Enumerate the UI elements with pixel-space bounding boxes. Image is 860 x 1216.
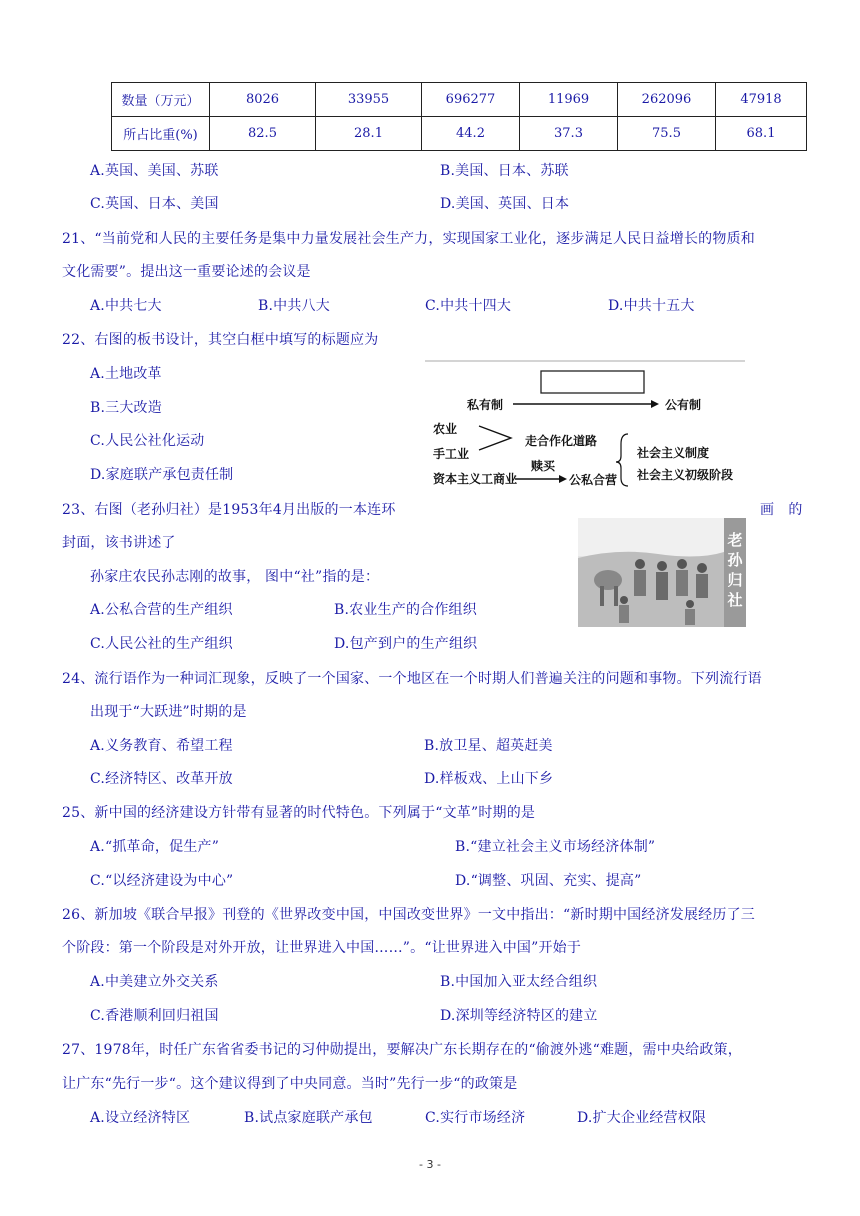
q22-option-d: D.家庭联产承包责任制 xyxy=(90,467,234,483)
q23-option-b: B.农业生产的合作组织 xyxy=(334,602,477,618)
table-cell: 696277 xyxy=(422,83,520,117)
table-cell: 11969 xyxy=(520,83,618,117)
q21-stem-line1: 21、“当前党和人民的主要任务是集中力量发展社会生产力，实现国家工业化，逐步满足人民日益增长的物质和 xyxy=(62,231,755,247)
q25-option-d: D.“调整、巩固、充实、提高” xyxy=(455,873,642,889)
table-row xyxy=(112,117,807,151)
q25-option-c: C.“以经济建设为中心” xyxy=(90,873,234,889)
q22-option-b: B.三大改造 xyxy=(90,400,162,416)
q26-option-b: B.中国加入亚太经合组织 xyxy=(440,974,598,990)
diagram-stage: 社会主义初级阶段 xyxy=(637,468,734,482)
diagram-joint: 公私合营 xyxy=(569,473,618,487)
q21-option-d: D.中共十五大 xyxy=(608,298,695,314)
q23-option-c: C.人民公社的生产组织 xyxy=(90,636,233,652)
blackboard-diagram xyxy=(425,358,745,492)
q26-option-a: A.中美建立外交关系 xyxy=(90,974,219,990)
q27-option-d: D.扩大企业经营权限 xyxy=(577,1110,707,1126)
q23-stem-line3: 孙家庄农民孙志刚的故事， 图中“社”指的是： xyxy=(90,569,380,585)
q23-option-a: A.公私合营的生产组织 xyxy=(90,602,233,618)
q27-option-a: A.设立经济特区 xyxy=(90,1110,191,1126)
diagram-buy: 赎买 xyxy=(531,459,556,473)
q24-stem-line1: 24、流行语作为一种词汇现象，反映了一个国家、一个地区在一个时期人们普遍关注的问题和事物。下列流行语 xyxy=(62,671,762,687)
q27-option-b: B.试点家庭联产承包 xyxy=(244,1110,373,1126)
table-cell: 数量（万元） xyxy=(112,83,210,117)
table-cell: 75.5 xyxy=(618,117,716,151)
q22-stem: 22、右图的板书设计，其空白框中填写的标题应为 xyxy=(62,332,379,348)
table-cell: 47918 xyxy=(716,83,807,117)
q24-option-d: D.样板戏、上山下乡 xyxy=(424,771,554,787)
diagram-coop: 走合作化道路 xyxy=(525,434,598,448)
comic-title xyxy=(725,530,745,610)
comic-title-char: 归 xyxy=(727,571,743,589)
q26-option-c: C.香港顺利回归祖国 xyxy=(90,1008,219,1024)
diagram-sys: 社会主义制度 xyxy=(637,446,710,460)
table-cell: 所占比重(%) xyxy=(112,117,210,151)
diagram-private: 私有制 xyxy=(467,398,504,412)
q20-option-d: D.美国、英国、日本 xyxy=(440,196,570,212)
comic-title-char: 孙 xyxy=(727,551,743,569)
q22-option-a: A.土地改革 xyxy=(90,366,162,382)
comic-title-char: 社 xyxy=(727,591,743,609)
q27-stem-line1: 27、1978年，时任广东省省委书记的习仲勋提出，要解决广东长期存在的“偷渡外逃“难题，需中央给政策， xyxy=(62,1042,742,1058)
q20-option-c: C.英国、日本、美国 xyxy=(90,196,219,212)
q27-stem-line2: 让广东“先行一步“。这个建议得到了中央同意。当时”先行一步“的政策是 xyxy=(62,1076,518,1092)
table-cell: 37.3 xyxy=(520,117,618,151)
comic-title-char: 老 xyxy=(727,531,743,549)
q21-option-b: B.中共八大 xyxy=(258,298,330,314)
page-number: - 3 - xyxy=(419,1158,441,1171)
comic-cover-image xyxy=(578,518,746,627)
q25-option-b: B.“建立社会主义市场经济体制” xyxy=(455,839,656,855)
q25-stem: 25、新中国的经济建设方针带有显著的时代特色。下列属于“文革”时期的是 xyxy=(62,805,536,821)
q24-option-c: C.经济特区、改革开放 xyxy=(90,771,233,787)
table-cell: 8026 xyxy=(210,83,316,117)
diagram-public: 公有制 xyxy=(665,398,702,412)
q26-option-d: D.深圳等经济特区的建立 xyxy=(440,1008,598,1024)
table-cell: 44.2 xyxy=(422,117,520,151)
table-cell: 33955 xyxy=(316,83,422,117)
q23-stem-line2: 封面，该书讲述了 xyxy=(62,535,176,551)
q23-stem-line1-end: 画 的 xyxy=(760,502,803,518)
q26-stem-line2: 个阶段：第一个阶段是对外开放，让世界进入中国……”。“让世界进入中国”开始于 xyxy=(62,940,582,956)
q22-option-c: C.人民公社化运动 xyxy=(90,433,205,449)
table-cell: 68.1 xyxy=(716,117,807,151)
q23-stem-line1: 23、右图（老孙归社）是1953年4月出版的一本连环 xyxy=(62,502,396,518)
q21-stem-line2: 文化需要”。提出这一重要论述的会议是 xyxy=(62,264,311,280)
q25-option-a: A.“抓革命，促生产” xyxy=(90,839,220,855)
table-row xyxy=(112,83,807,117)
q24-option-a: A.义务教育、希望工程 xyxy=(90,738,233,754)
q20-option-a: A.英国、美国、苏联 xyxy=(90,163,219,179)
q24-option-b: B.放卫星、超英赶美 xyxy=(424,738,553,754)
diagram-capital: 资本主义工商业 xyxy=(433,472,518,486)
diagram-agri: 农业 xyxy=(433,422,458,436)
q27-option-c: C.实行市场经济 xyxy=(425,1110,526,1126)
table-cell: 262096 xyxy=(618,83,716,117)
q20-option-b: B.美国、日本、苏联 xyxy=(440,163,569,179)
comic-illustration xyxy=(578,518,746,627)
q21-option-c: C.中共十四大 xyxy=(425,298,512,314)
q26-stem-line1: 26、新加坡《联合早报》刊登的《世界改变中国，中国改变世界》一文中指出：“新时期中国经济发展经历了三 xyxy=(62,907,755,923)
table-cell: 82.5 xyxy=(210,117,316,151)
data-table xyxy=(111,82,807,151)
q24-stem-line2: 出现于“大跃进”时期的是 xyxy=(90,704,247,720)
diagram-handi: 手工业 xyxy=(433,447,470,461)
table-cell: 28.1 xyxy=(316,117,422,151)
q23-option-d: D.包产到户的生产组织 xyxy=(334,636,478,652)
q21-option-a: A.中共七大 xyxy=(90,298,162,314)
